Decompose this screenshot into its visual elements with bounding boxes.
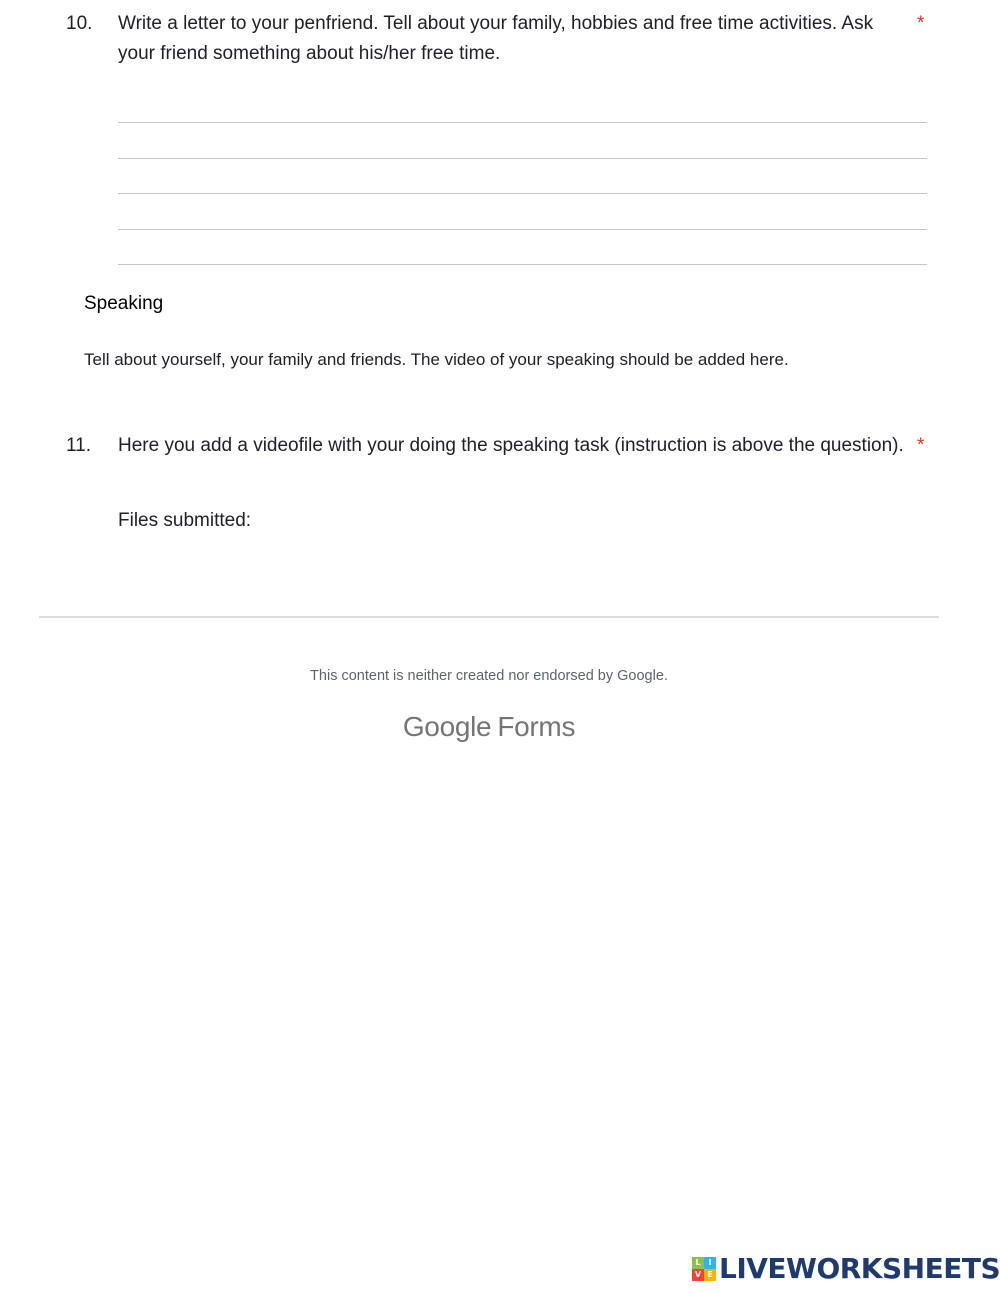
answer-line[interactable] — [118, 122, 927, 123]
google-logo-text: Google — [402, 711, 492, 742]
question-number: 10. — [66, 13, 93, 34]
live-badge-icon — [692, 1257, 716, 1281]
forms-logo-text: Forms — [497, 711, 576, 742]
section-title: Speaking — [84, 293, 164, 314]
badge-letter: L — [692, 1257, 704, 1269]
answer-line[interactable] — [118, 158, 927, 159]
divider — [39, 616, 939, 618]
files-submitted-label: Files submitted: — [118, 510, 252, 531]
badge-letter: V — [692, 1269, 704, 1281]
question-text: Write a letter to your penfriend. Tell about your family, hobbies and free time activities. Ask your friend something about his/her free time. — [118, 13, 874, 64]
badge-letter: I — [704, 1257, 716, 1269]
google-forms-logo[interactable] — [0, 707, 978, 747]
liveworksheets-logo — [692, 1252, 1000, 1286]
liveworksheets-wordmark: LIVEWORKSHEETS — [719, 1252, 1000, 1285]
question-text: Here you add a videofile with your doing the speaking task (instruction is above the question). — [118, 435, 904, 456]
required-asterisk: * — [917, 13, 925, 34]
required-asterisk: * — [917, 435, 925, 456]
section-description: Tell about yourself, your family and friends. The video of your speaking should be added here. — [84, 350, 789, 369]
disclaimer-text: This content is neither created nor endorsed by Google. — [310, 668, 668, 684]
answer-line[interactable] — [118, 193, 927, 194]
answer-line[interactable] — [118, 229, 927, 230]
question-number: 11. — [66, 435, 92, 456]
answer-line[interactable] — [118, 264, 927, 265]
badge-letter: E — [704, 1269, 716, 1281]
